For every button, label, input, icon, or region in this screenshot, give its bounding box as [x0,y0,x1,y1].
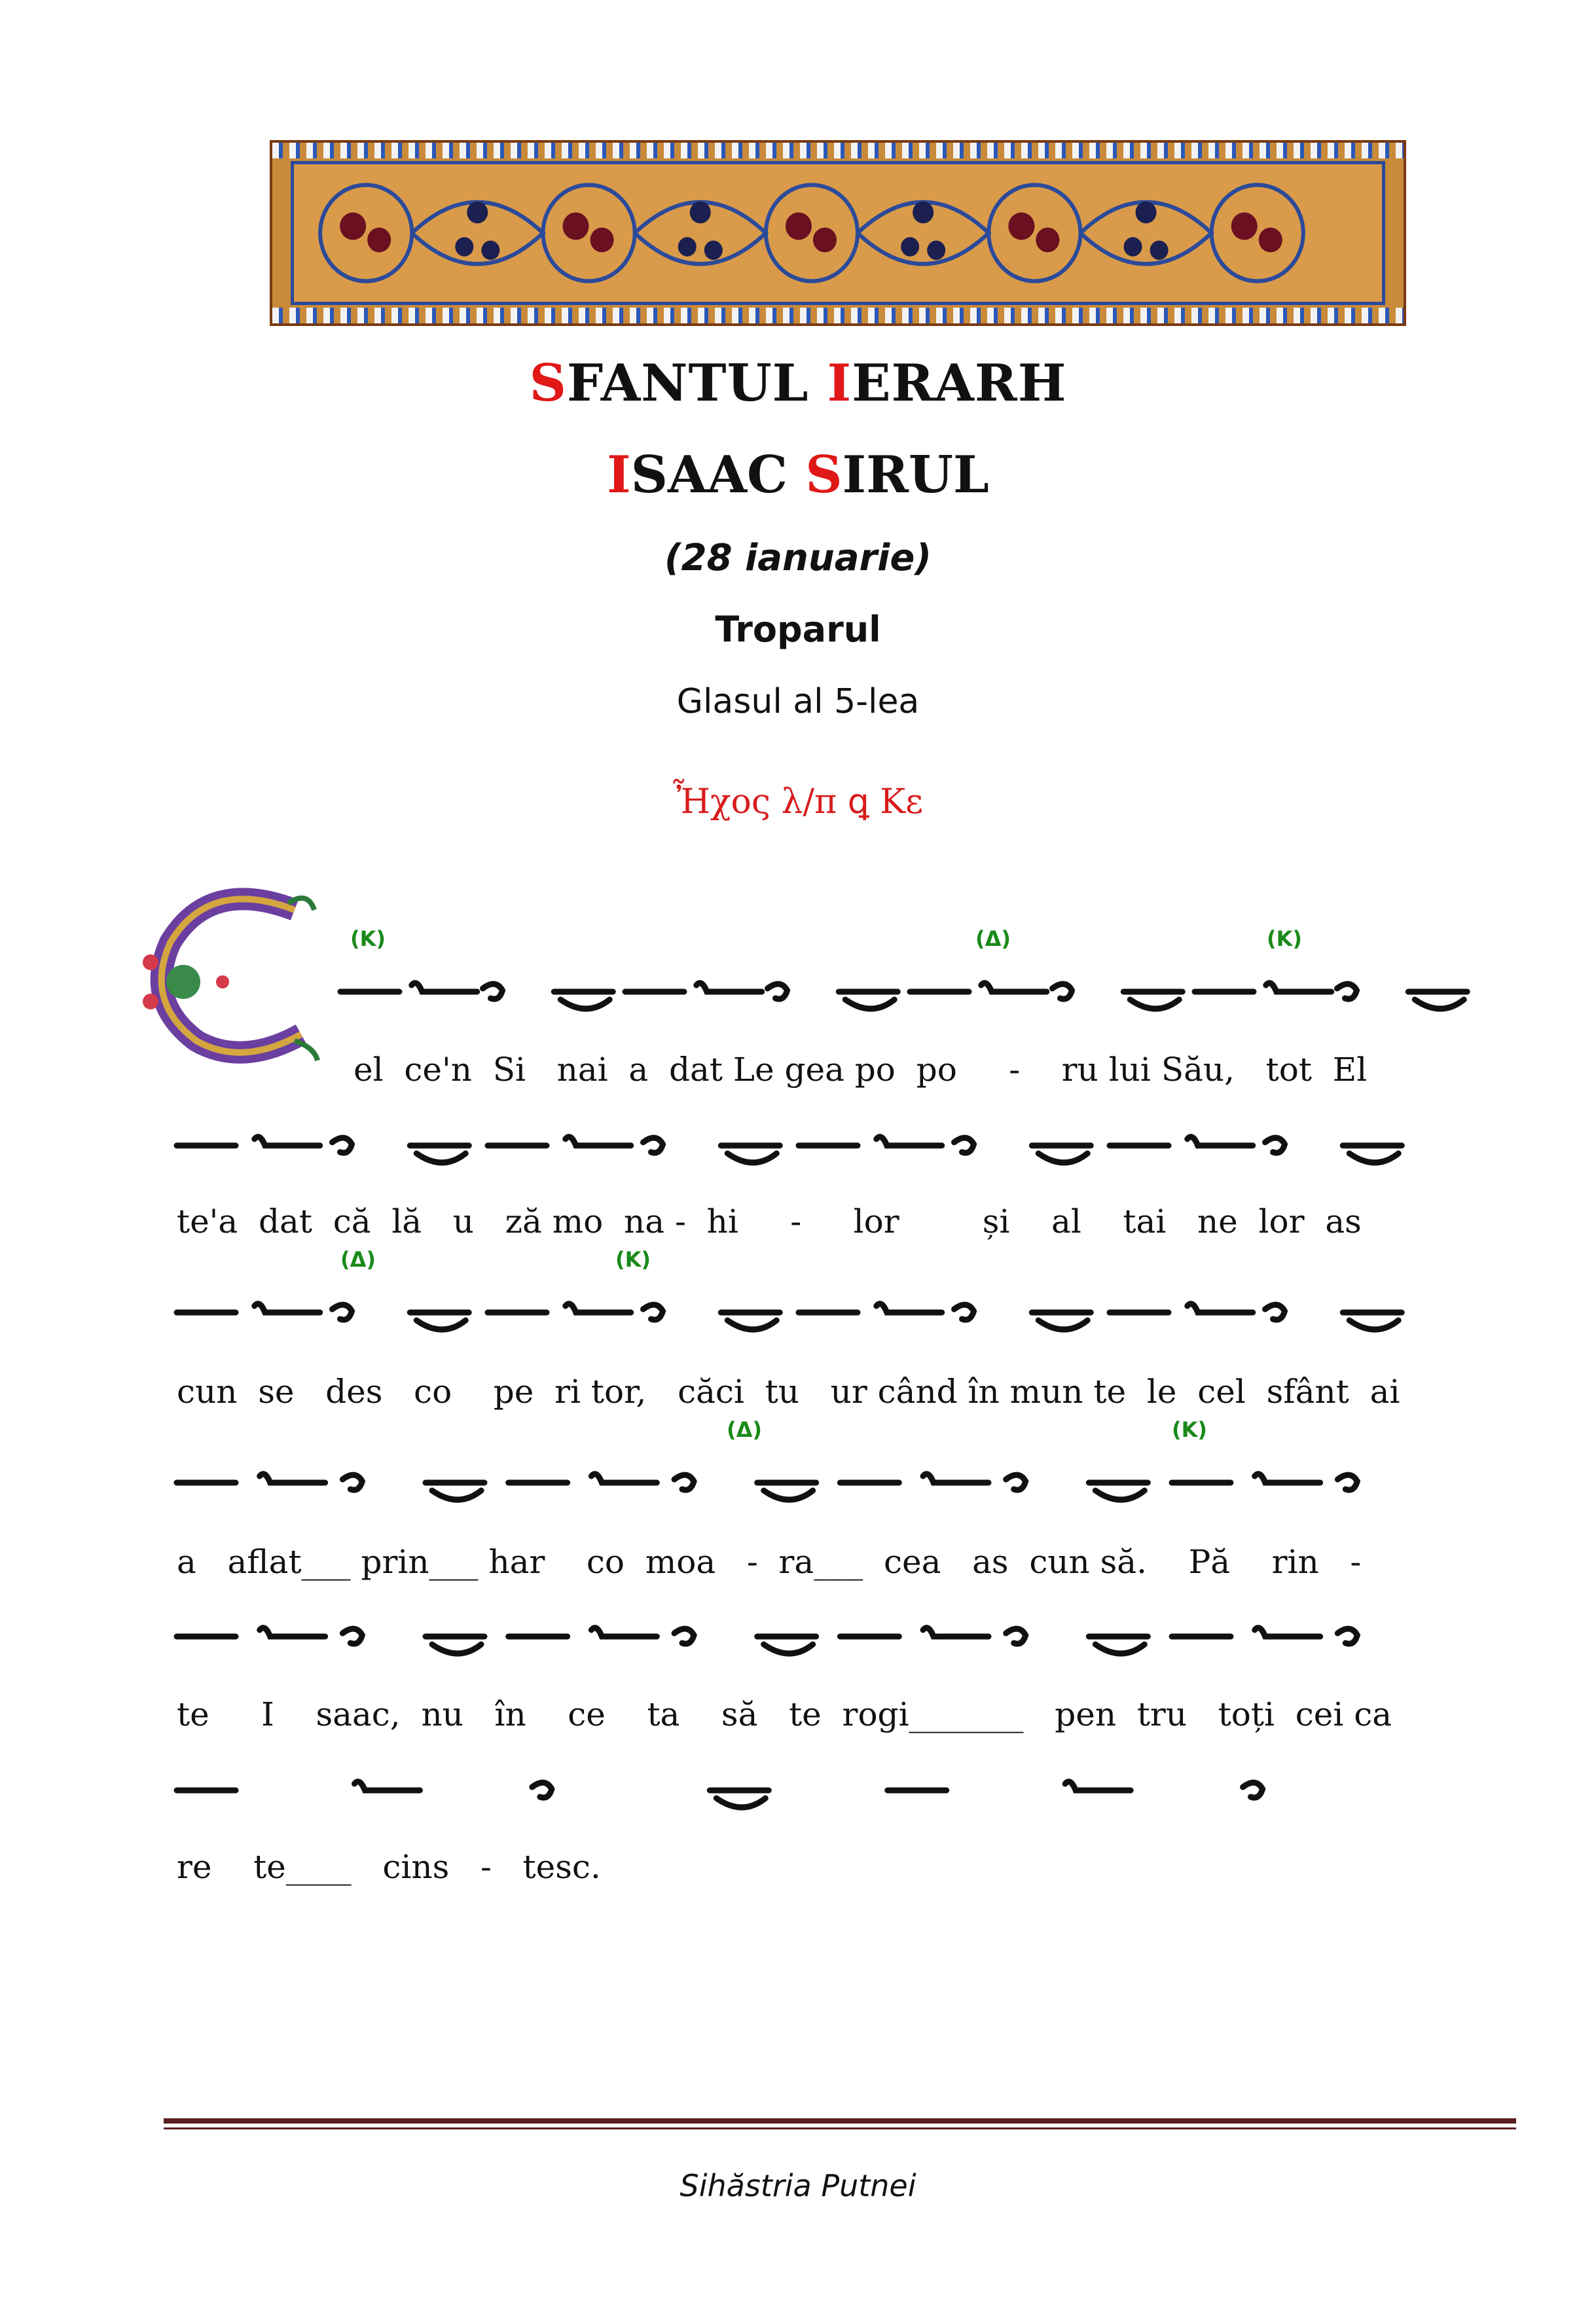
neume-glyph [412,983,477,992]
footer-divider [164,2118,1516,2124]
martyria-mark: (Κ) [615,1247,651,1272]
lyric-line: te'a dat că lă u ză mo na - hi - lor și al tai ne lor as [177,1203,1362,1240]
neume-glyph [1266,983,1332,992]
neume-glyph [1343,1312,1402,1329]
neume-glyph [333,1305,352,1320]
neume-glyph [1006,1629,1026,1644]
floral-ornament-icon [294,164,1382,302]
martyria-mark: (Κ) [350,926,386,951]
neume-glyph [554,992,613,1009]
neume-glyph [954,1138,974,1153]
lyric-line: cun se des co pe ri tor, căci tu ur când în mun te le cel sfânt ai [177,1373,1400,1411]
neume-glyph [426,1637,484,1654]
neume-glyph [1188,1137,1253,1146]
neume-glyph [1255,1628,1320,1637]
neume-glyph [674,1629,694,1644]
neume-glyph [1053,984,1072,999]
neume-glyph [1337,984,1357,999]
neume-glyph [768,984,788,999]
neume-glyph [354,1782,420,1790]
neume-glyph [674,1475,694,1490]
page-title-line2: ISAAC SIRUL [607,445,989,505]
lyric-line: te I saac, nu în ce ta să te rogi_______ pen tru toți cei ca [177,1695,1392,1733]
neume-glyph [1123,992,1182,1009]
martyria-mark: (Κ) [1172,1417,1208,1442]
neume-glyph [1265,1138,1285,1153]
illuminated-initial-icon [131,884,327,1067]
neume-glyph [923,1628,988,1637]
neume-glyph [1089,1637,1148,1654]
neume-glyph [981,983,1047,992]
neume-glyph [1065,1782,1131,1790]
neume-glyph [342,1629,362,1644]
neume-glyph [591,1474,657,1483]
martyria-mark: (Κ) [1267,926,1303,951]
neume-glyph [1243,1782,1263,1798]
neume-glyph [1265,1305,1285,1320]
neume-glyph [532,1782,552,1798]
neume-glyph [410,1312,469,1329]
neume-glyph [697,983,762,992]
neume-glyph [644,1138,663,1153]
neume-row [164,1597,1447,1676]
page-title-line1: SFANTUL IERARH [529,353,1067,413]
neume-glyph [1188,1304,1253,1312]
neume-glyph [757,1483,816,1500]
martyria-mark: (Δ) [975,926,1011,951]
neume-glyph [566,1304,631,1312]
neume-glyph [591,1628,657,1637]
neume-glyph [260,1474,325,1483]
neume-glyph [710,1790,769,1807]
neume-glyph [333,1138,352,1153]
neume-row [164,1273,1447,1352]
echos-signature: Ἦχος λ/π ꝗ Κε [672,782,924,822]
neume-row [164,1443,1447,1522]
lyric-line: a aflat___ prin___ har co moa - ra___ cea as cun să. Pă rin - [177,1543,1362,1581]
neume-glyph [1032,1146,1091,1163]
neume-glyph [410,1146,469,1163]
neume-glyph [721,1312,780,1329]
neume-glyph [839,992,898,1009]
neume-glyph [1343,1146,1402,1163]
neume-glyph [1408,992,1467,1009]
neume-glyph [954,1305,974,1320]
neume-glyph [426,1483,484,1500]
neume-glyph [923,1474,988,1483]
neume-glyph [1337,1629,1357,1644]
neume-row [327,952,1506,1031]
neume-glyph [1032,1312,1091,1329]
neume-glyph [1255,1474,1320,1483]
martyria-mark: (Δ) [727,1417,763,1442]
neume-glyph [1006,1475,1026,1490]
lyric-line: re te____ cins - tesc. [177,1848,601,1886]
feast-date: (28 ianuarie) [664,537,932,579]
tone-label: Glasul al 5-lea [676,682,920,721]
neume-glyph [255,1137,320,1146]
neume-glyph [483,984,503,999]
neume-glyph [1089,1483,1148,1500]
hymn-type: Troparul [715,609,881,650]
footer-text: Sihăstria Putnei [680,2168,916,2203]
footer-divider-thin [164,2127,1516,2129]
lyric-line: el ce'n Si nai a dat Le gea po po - ru lui Său, tot El [354,1051,1368,1089]
neume-glyph [757,1637,816,1654]
neume-glyph [1337,1475,1357,1490]
neume-row [164,1106,1447,1185]
neume-row [164,1751,1447,1830]
neume-glyph [877,1137,942,1146]
neume-glyph [342,1475,362,1490]
neume-glyph [255,1304,320,1312]
neume-glyph [721,1146,780,1163]
neume-glyph [566,1137,631,1146]
neume-glyph [877,1304,942,1312]
neume-glyph [644,1305,663,1320]
neume-glyph [260,1628,325,1637]
martyria-mark: (Δ) [340,1247,376,1272]
decorative-banner [270,140,1406,326]
